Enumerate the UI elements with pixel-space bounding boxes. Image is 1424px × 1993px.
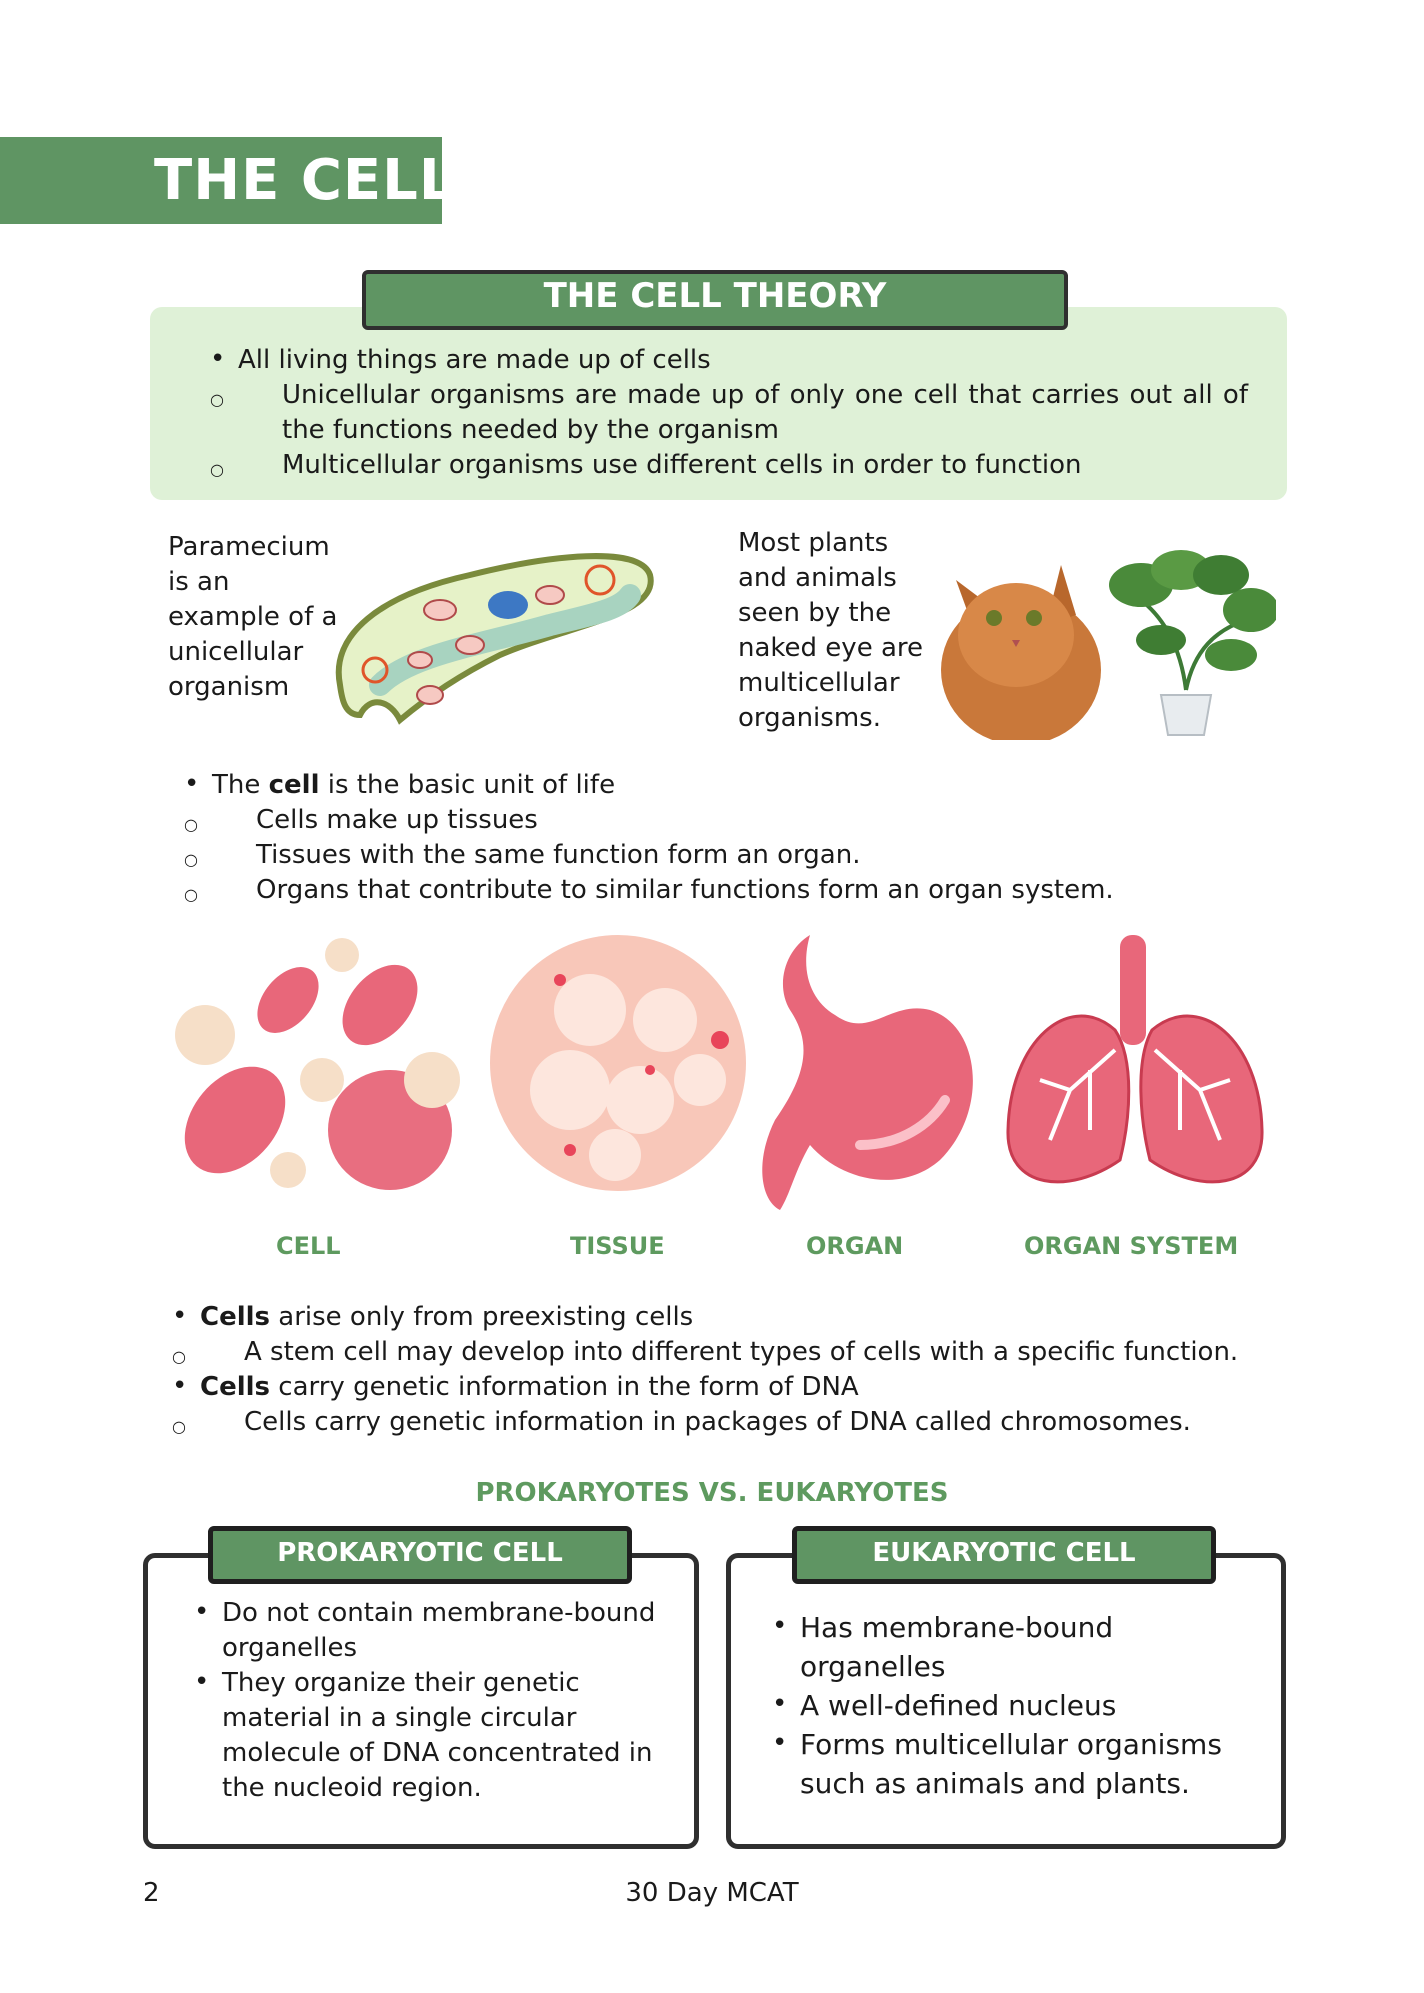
tissue-icon [490,935,746,1191]
list-item: • Cells carry genetic information in the form of DNA [200,1370,1350,1405]
stomach-icon [762,935,973,1210]
comparison-title: PROKARYOTES VS. EUKARYOTES [475,1478,949,1508]
cell-theory-list [238,343,1248,483]
blood-cells-icon [170,938,460,1193]
cell-facts-list [200,1300,1350,1440]
list-item: • The cell is the basic unit of life [212,768,1312,803]
list-item-text: ○ Unicellular organisms are made up of only one cell that carries out all of the functions needed by the organism [282,378,1248,448]
list-item: • Forms multicellular organisms such as animals and plants. [800,1725,1260,1803]
paramecium-caption: Paramecium is an example of a unicellular organism [168,532,338,702]
basic-unit-list [212,768,1312,908]
label-organ-system: ORGAN SYSTEM [1024,1232,1239,1260]
lungs-icon [1008,935,1262,1182]
label-cell: CELL [276,1232,341,1260]
list-item: • A well-defined nucleus [800,1686,1260,1725]
label-tissue: TISSUE [570,1232,665,1260]
list-item: ○ Cells carry genetic information in packages of DNA called chromosomes. [200,1405,1350,1440]
eukaryotic-list [800,1608,1260,1803]
list-item [238,378,1248,448]
list-item: • Do not contain membrane-bound organelles [222,1596,672,1666]
footer-title: 30 Day MCAT [625,1878,799,1908]
eukaryotic-title: EUKARYOTIC CELL [872,1538,1136,1568]
cat-and-plant-illustration [936,540,1276,740]
list-item: ○ Organs that contribute to similar functions form an organ system. [212,873,1312,908]
paramecium-illustration [320,535,660,735]
list-item: • All living things are made up of cells [238,343,1248,378]
list-item-text: ○ Multicellular organisms use different cells in order to function [282,448,1248,483]
page-title: THE CELL [154,148,456,213]
page-number: 2 [143,1878,160,1908]
multicellular-caption: Most plants and animals seen by the naked eye are multicellular organisms. [738,528,923,733]
prokaryotic-title: PROKARYOTIC CELL [277,1538,563,1568]
cell-theory-title: THE CELL THEORY [543,276,887,316]
label-organ: ORGAN [806,1232,904,1260]
list-item [238,448,1248,483]
list-item: • They organize their genetic material in a single circular molecule of DNA concentrated in the nucleoid region. [222,1666,672,1806]
list-item: • Has membrane-bound organelles [800,1608,1260,1686]
prokaryotic-list [222,1596,672,1806]
list-item: ○ A stem cell may develop into different types of cells with a specific function. [200,1335,1350,1370]
organization-levels-illustration [170,930,1280,1220]
list-item: ○ Tissues with the same function form an organ. [212,838,1312,873]
list-item: • Cells arise only from preexisting cells [200,1300,1350,1335]
list-item: ○ Cells make up tissues [212,803,1312,838]
